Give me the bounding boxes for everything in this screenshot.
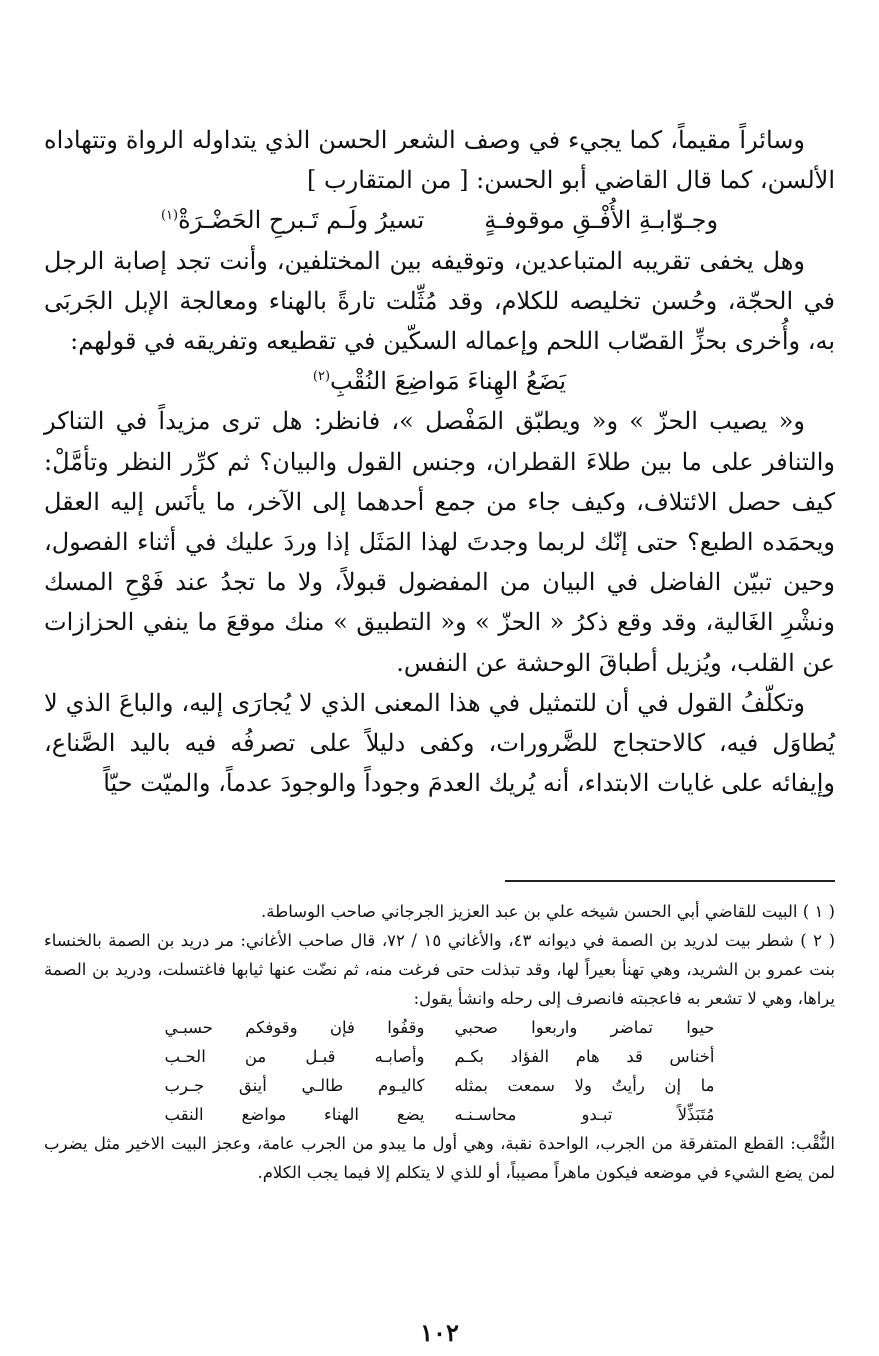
poem-line-4-a: مُتَبَذِّلاً تبـدو محاسـنـه xyxy=(454,1105,715,1124)
footnote-3: النُّقْب: القطع المتفرقة من الجرب، الواحدة نقبة، وهي أول ما يبدو من الجرب عامة، وعجز البيت الاخير مثل يضرب لمن يضع الشيء في موضعه فيكون ماهراً مصيباً، أو للذي لا يتكلم إلا فيما يجب الكلام. xyxy=(44,1134,835,1182)
footnote-2: ( ٢ ) شطر بيت لدريد بن الصمة في ديوانه ٤٣، والأغاني ١٥ / ٧٢، قال صاحب الأغاني: مر دريد بن الصمة بالخنساء بنت عمرو بن الشريد، وهي تهنأ بعيراً لها، وقد تبذلت حتى فرغت منه، ثم نضّت عنها ثيابها فاغتسلت، ودريد بن الصمة يراها، وهي لا تشعر به فاعجبته فانصرف إلى رحله وانشأ يقول: xyxy=(44,931,836,1008)
poem-line-1-b: وقفُوا فإن وقوفكم حسبـي xyxy=(164,1018,425,1037)
poem-line-2-b: وأصابـه قبـل من الحـب xyxy=(164,1047,425,1066)
footnote-ref-1: (١) xyxy=(160,208,179,224)
paragraph-2: وهل يخفى تقريبه المتباعدين، وتوقيفه بين المختلفين، وأنت تجد إصابة الرجل في الحجّة، وحُسن تخليصه للكلام، وقد مُثِّلت تارةً بالهناء ومعالجة الإبل الجَربَى به، وأُخرى بحزِّ القصّاب اللحم وإعماله السكّين في تقطيعه وتفريقه في قولهم: xyxy=(44,246,835,356)
main-text xyxy=(44,120,835,803)
page-number: ١٠٢ xyxy=(420,1318,459,1347)
paragraph-4: وتكلّفُ القول في أن للتمثيل في هذا المعنى الذي لا يُجارَى إليه، والباعَ الذي لا يُطاوَل فيه، كالاحتجاج للضَّرورات، وكفى دليلاً على تصرفُه فيه باليد الصَّناع، وإيفائه على غايات الابتداء، أنه يُريك العدمَ وجوداً والوجودَ عدماً، والميّت حيّاً xyxy=(44,688,835,798)
verse-2-text: يَضَعُ الهِناءَ مَواضِعَ النُقْبِ xyxy=(330,367,567,396)
verse-2 xyxy=(44,361,835,401)
poem-line-3-a: ما إن رأيتُ ولا سمعت بمثله xyxy=(454,1076,715,1095)
poem-line-4-b: يضع الهناء مواضع النقب xyxy=(164,1105,425,1124)
verse-1-second-hemistich xyxy=(161,200,424,240)
footnote-ref-2: (٢) xyxy=(312,369,331,385)
paragraph-3: و« يصيب الحزّ » و« ويطبّق المَفْصل »، فانظر: هل ترى مزيداً في التناكر والتنافر على ما بين طلاءَ القطران، وجنس القول والبيان؟ ثم كرِّر النظر وتأمَّلْ: كيف حصل الائتلاف، وكيف جاء من جمع أحدهما إلى الآخر، ما يأنَس إليه العقل ويحمَده الطبع؟ حتى إنّك لربما وجدتَ لهذا المَثَل إذا وردَ عليك في أثناء الفصول، وحين تبيّن الفاضل في البيان من المفضول قبولاً، ولا ما تجدُ عند فَوْحِ المسك ونشْرِ الغَالية، وقد وقع ذكرُ « الحزّ » و« التطبيق » منك موقعَ ما ينفي الحزازات عن القلب، ويُزيل أطباقَ الوحشة عن النفس. xyxy=(44,407,836,677)
poem-line-3-b: كاليـوم طالـي أينق جـرب xyxy=(164,1076,425,1095)
verse-1 xyxy=(44,200,835,240)
verse-1-first-hemistich: وجـوّابـةِ الأُفْـقِ موقوفـةٍ xyxy=(484,206,719,235)
poem-line-2-a: أخناس قد هام الفؤاد بكـم xyxy=(454,1047,715,1066)
paragraph-1: وسائراً مقيماً، كما يجيء في وصف الشعر الحسن الذي يتداوله الرواة وتتهاداه الألسن، كما قال القاضي أبو الحسن: [ من المتقارب ] xyxy=(44,126,835,195)
footnotes xyxy=(44,897,835,1187)
footnote-poem xyxy=(44,1013,835,1129)
footnote-divider xyxy=(505,880,835,882)
footnote-1: ( ١ ) البيت للقاضي أبي الحسن شيخه علي بن عبد العزيز الجرجاني صاحب الوساطة. xyxy=(260,902,835,921)
verse-1-second-text: تسيرُ ولَـم تَـبرحِ الحَضْـرَةْ xyxy=(178,206,425,235)
poem-line-1-a: حيوا تماضر واربعوا صحبي xyxy=(454,1018,715,1037)
